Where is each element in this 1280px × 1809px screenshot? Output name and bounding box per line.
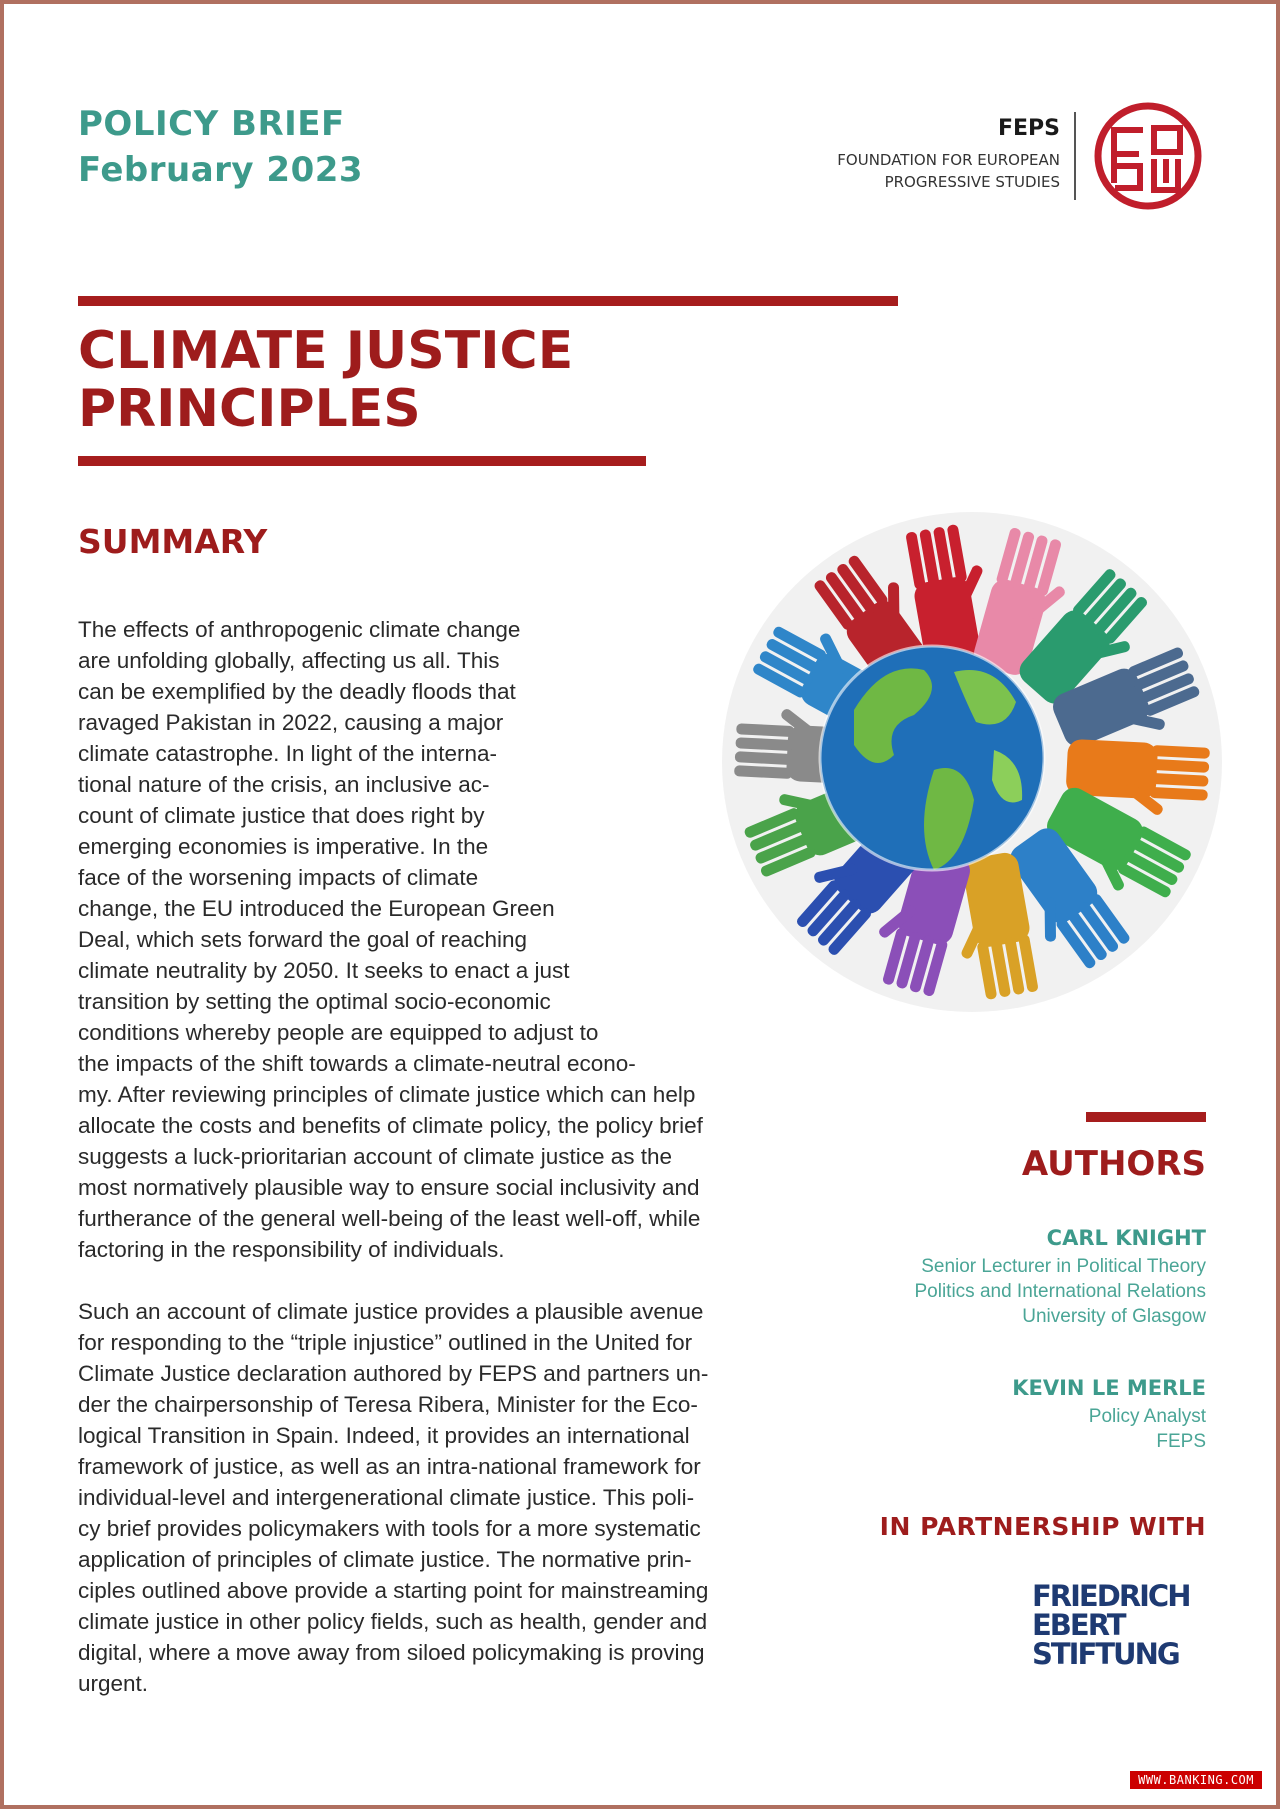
authors-heading: AUTHORS bbox=[1021, 1144, 1206, 1184]
summary-paragraph-2 bbox=[78, 1296, 708, 1699]
paragraph-line: conditions whereby people are equipped to adjust to bbox=[78, 1020, 599, 1045]
paragraph-line: transition by setting the optimal socio-economic bbox=[78, 989, 551, 1014]
fes-logo bbox=[1032, 1579, 1190, 1671]
publisher-name-line2: PROGRESSIVE STUDIES bbox=[884, 173, 1060, 191]
publisher-name bbox=[720, 149, 1060, 193]
paragraph-line: are unfolding globally, affecting us all. This bbox=[78, 648, 500, 673]
fes-logo-line3: STIFTUNG bbox=[1032, 1637, 1179, 1671]
author-name: CARL KNIGHT bbox=[1046, 1226, 1206, 1250]
author-affiliation: Policy Analyst bbox=[1088, 1406, 1206, 1427]
paragraph-line: digital, where a move away from siloed policymaking is proving bbox=[78, 1640, 705, 1665]
paragraph-line: logical Transition in Spain. Indeed, it provides an international bbox=[78, 1423, 690, 1448]
paragraph-line: der the chairpersonship of Teresa Ribera, Minister for the Eco- bbox=[78, 1392, 698, 1417]
title-bottom-rule bbox=[78, 456, 646, 466]
paragraph-line: face of the worsening impacts of climate bbox=[78, 865, 479, 890]
logo-divider bbox=[1074, 112, 1076, 200]
author-affiliation: FEPS bbox=[1156, 1431, 1206, 1452]
fes-logo-line1: FRIEDRICH bbox=[1032, 1579, 1190, 1613]
author-affiliation: University of Glasgow bbox=[1022, 1306, 1206, 1327]
paragraph-line: Deal, which sets forward the goal of reaching bbox=[78, 927, 527, 952]
publication-date: February 2023 bbox=[78, 150, 364, 190]
paragraph-line: count of climate justice that does right by bbox=[78, 803, 485, 828]
page-title bbox=[78, 322, 573, 438]
title-line1: CLIMATE JUSTICE bbox=[78, 321, 574, 381]
paragraph-line: can be exemplified by the deadly floods that bbox=[78, 679, 516, 704]
author-name: KEVIN LE MERLE bbox=[1012, 1376, 1206, 1400]
paragraph-line: ravaged Pakistan in 2022, causing a major bbox=[78, 710, 504, 735]
hands-globe-illustration bbox=[704, 440, 1234, 1080]
title-line2: PRINCIPLES bbox=[78, 379, 421, 439]
paragraph-line: the impacts of the shift towards a climate-neutral econo- bbox=[78, 1051, 636, 1076]
paragraph-line: furtherance of the general well-being of the least well-off, while bbox=[78, 1206, 701, 1231]
partnership-heading: IN PARTNERSHIP WITH bbox=[879, 1512, 1206, 1541]
fes-logo-line2: EBERT bbox=[1032, 1608, 1125, 1642]
publisher-abbreviation: FEPS bbox=[997, 116, 1060, 141]
paragraph-line: tional nature of the crisis, an inclusive ac- bbox=[78, 772, 490, 797]
paragraph-line: climate justice in other policy fields, such as health, gender and bbox=[78, 1609, 708, 1634]
paragraph-line: individual-level and intergenerational climate justice. This poli- bbox=[78, 1485, 695, 1510]
paragraph-line: cy brief provides policymakers with tools for a more systematic bbox=[78, 1516, 701, 1541]
paragraph-line: factoring in the responsibility of individuals. bbox=[78, 1237, 505, 1262]
paragraph-line: emerging economies is imperative. In the bbox=[78, 834, 489, 859]
paragraph-line: Climate Justice declaration authored by FEPS and partners un- bbox=[78, 1361, 709, 1386]
paragraph-line: The effects of anthropogenic climate change bbox=[78, 617, 521, 642]
paragraph-line: framework of justice, as well as an intra-national framework for bbox=[78, 1454, 701, 1479]
summary-heading: SUMMARY bbox=[78, 522, 268, 561]
paragraph-line: my. After reviewing principles of climate justice which can help bbox=[78, 1082, 696, 1107]
paragraph-line: Such an account of climate justice provides a plausible avenue bbox=[78, 1299, 704, 1324]
publisher-name-line1: FOUNDATION FOR EUROPEAN bbox=[837, 151, 1060, 169]
summary-paragraph-1 bbox=[78, 614, 703, 1265]
feps-logo-icon bbox=[1092, 100, 1204, 212]
authors-rule bbox=[1086, 1112, 1206, 1122]
paragraph-line: change, the EU introduced the European Green bbox=[78, 896, 555, 921]
document-type: POLICY BRIEF bbox=[78, 104, 345, 144]
paragraph-line: climate neutrality by 2050. It seeks to enact a just bbox=[78, 958, 570, 983]
paragraph-line: most normatively plausible way to ensure social inclusivity and bbox=[78, 1175, 700, 1200]
paragraph-line: suggests a luck-prioritarian account of climate justice as the bbox=[78, 1144, 673, 1169]
paragraph-line: allocate the costs and benefits of climate policy, the policy brief bbox=[78, 1113, 703, 1138]
paragraph-line: application of principles of climate justice. The normative prin- bbox=[78, 1547, 692, 1572]
paragraph-line: climate catastrophe. In light of the interna- bbox=[78, 741, 497, 766]
title-top-rule bbox=[78, 296, 898, 306]
author-affiliation: Politics and International Relations bbox=[914, 1281, 1206, 1302]
paragraph-line: for responding to the “triple injustice” outlined in the United for bbox=[78, 1330, 693, 1355]
paragraph-line: urgent. bbox=[78, 1671, 149, 1696]
policy-brief-page bbox=[4, 4, 1276, 1805]
author-affiliation: Senior Lecturer in Political Theory bbox=[921, 1256, 1206, 1277]
paragraph-line: ciples outlined above provide a starting point for mainstreaming bbox=[78, 1578, 709, 1603]
watermark: WWW.BANKING.COM bbox=[1130, 1771, 1262, 1789]
